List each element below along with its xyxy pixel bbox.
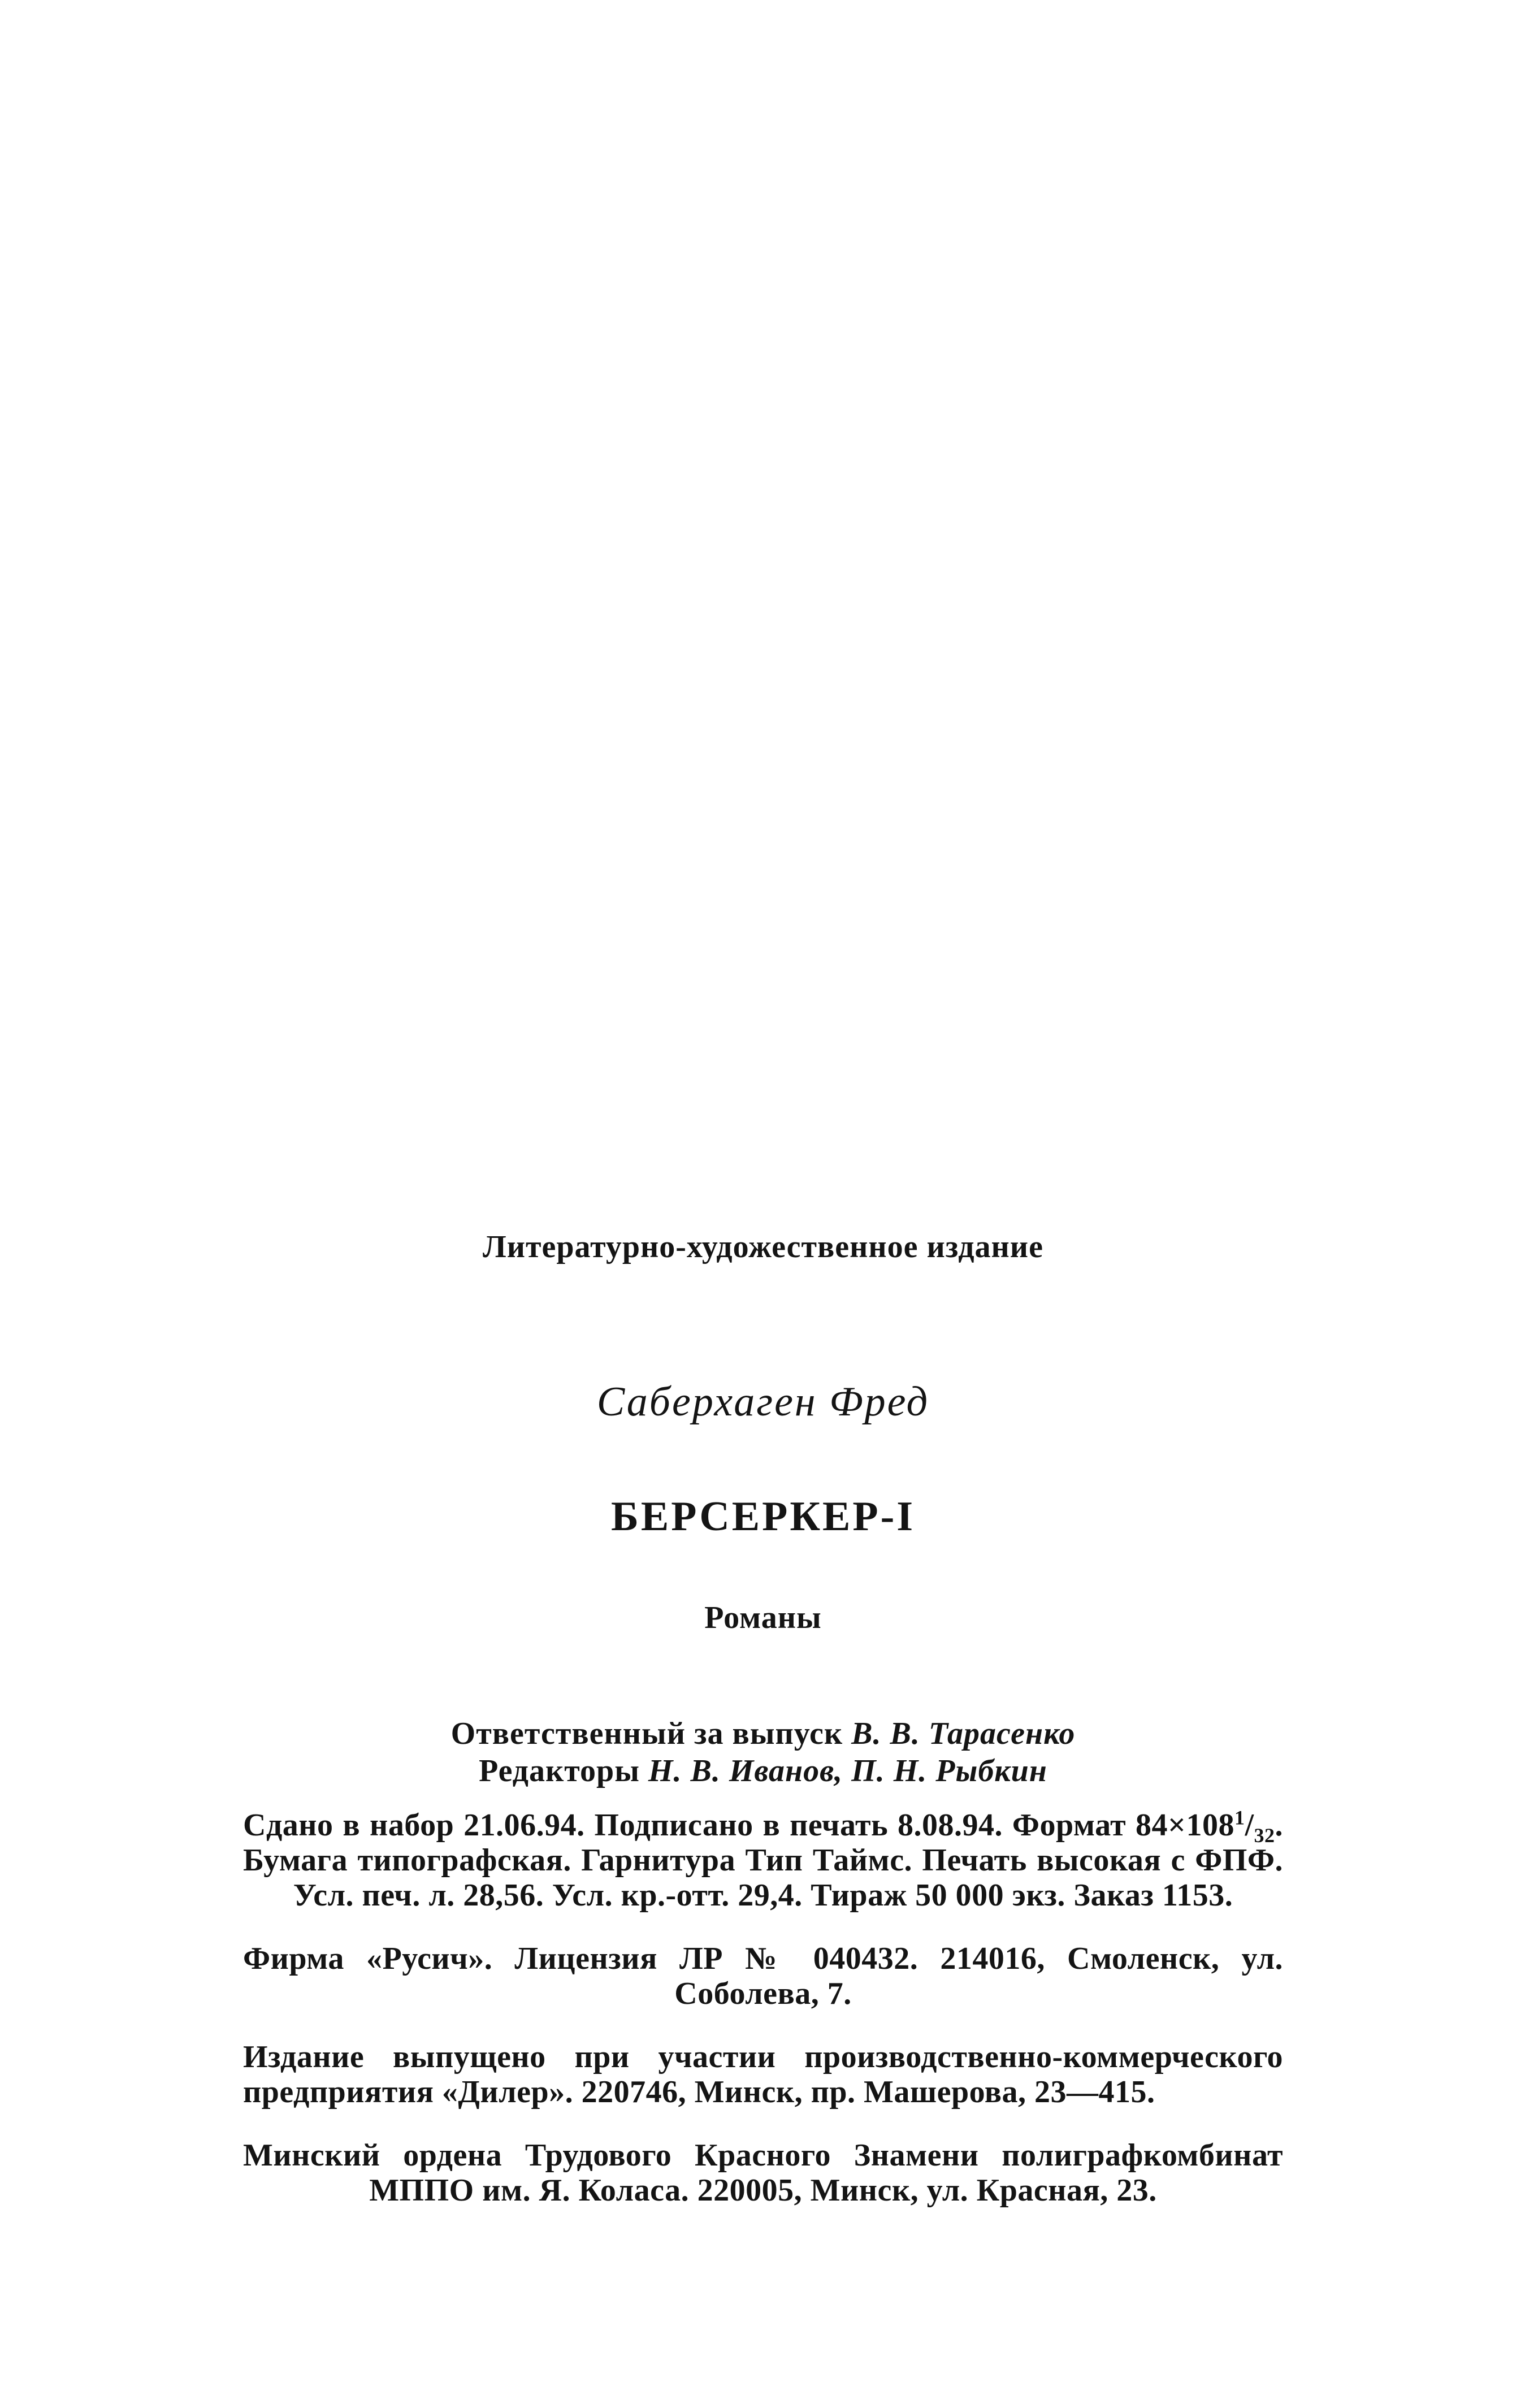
credits (243, 1715, 1283, 2208)
firm-info: Фирма «Русич». Лицензия ЛР № 040432. 214016, Смоленск, ул. Соболева, 7. (243, 1941, 1283, 2011)
editors-label: Редакторы (479, 1753, 640, 1788)
colophon (243, 1215, 1283, 2208)
responsible-name: В. В. Тарасенко (851, 1716, 1076, 1751)
print-details (243, 1808, 1283, 1913)
responsible-line (243, 1715, 1283, 1752)
book-title: БЕРСЕРКЕР-I (610, 1493, 916, 1540)
genre-label: Романы (704, 1600, 822, 1635)
edition-type: Литературно-художественное издание (483, 1229, 1043, 1264)
format-fraction-slash: / (1245, 1808, 1254, 1843)
responsible-label: Ответственный за выпуск (450, 1716, 843, 1751)
format-fraction-denominator: 32 (1254, 1824, 1275, 1847)
print-details-part2: . Бумага типографская. Гарнитура Тип Таймс. Печать высокая с ФПФ. Усл. печ. л. 28,56. Усл. кр.-отт. 29,4. Тираж 50 000 экз. Заказ 1153. (243, 1808, 1283, 1913)
editors-line (243, 1752, 1283, 1790)
print-details-part1: Сдано в набор 21.06.94. Подписано в печать 8.08.94. Формат 84×108 (243, 1808, 1234, 1843)
issued-info: Издание выпущено при участии производственно-коммерческого предприятия «Дилер». 220746, Минск, пр. Машерова, 23—415. (243, 2039, 1283, 2110)
author-name: Саберхаген Фред (596, 1379, 930, 1425)
printer-info: Минский ордена Трудового Красного Знамени полиграфкомбинат МППО им. Я. Коласа. 220005, Минск, ул. Красная, 23. (243, 2138, 1283, 2208)
format-fraction-numerator: 1 (1234, 1806, 1245, 1829)
editors-names: Н. В. Иванов, П. Н. Рыбкин (648, 1753, 1047, 1788)
